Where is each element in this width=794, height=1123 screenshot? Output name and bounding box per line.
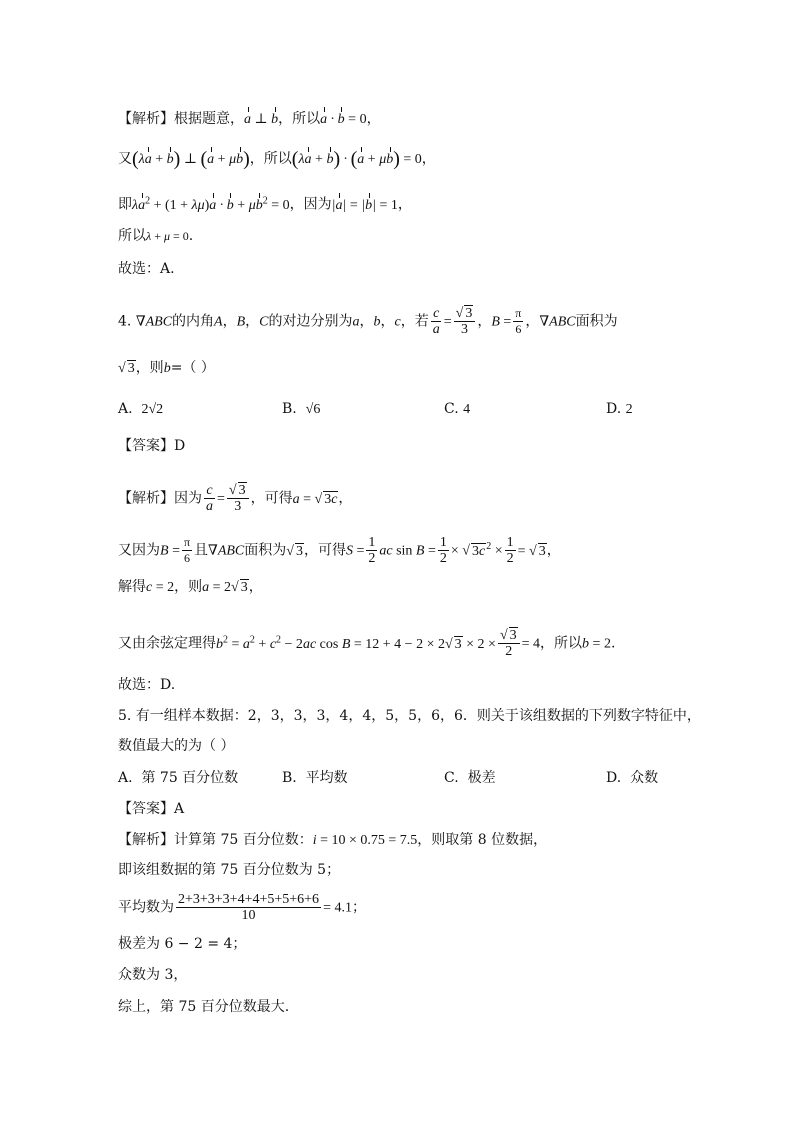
q4-final: 故选：D. — [118, 677, 176, 693]
math-root3-over-3: $\frac{√ 3}{3}$ — [454, 306, 476, 337]
q4-option-a[interactable]: A. 2√2 — [118, 401, 164, 417]
math-mean-fraction: $\frac{2+3+3+3+4+4+5+5+6+6}{10}$ — [178, 892, 320, 923]
q4-solution-line-2: 又因为B = $\frac{\pi}{6}$ 且∇ABC面积为√ 3，可得S = $\frac{1}{2}$ ac sin B = $\frac{1}{2}$ × √ $3c^2$ × $\frac{1}{2}$ = √ 3， — [118, 535, 561, 566]
q5-solution-line-3: 平均数为 $\frac{2+3+3+3+4+4+5+5+6+6}{10}$ = 4.1； — [118, 892, 366, 923]
q4-solution-line-4: 又由余弦定理得$b^2 = a^2 + c^2 - 2ac$ cos B = 12 + 4 − 2 × 2√ 3 × 2 × $\frac{√ 3}{2}$ = 4，所以b = 2. — [118, 628, 616, 659]
q5-solution-line-5: 众数为 3， — [118, 967, 188, 983]
q4-solution-line-1: 【解析】因为 $\frac{c}{a}$ = $\frac{√ 3}{3}$ ，可得a = √ 3c， — [118, 483, 353, 514]
math-c-over-a: $\frac{c}{a}$ — [432, 306, 440, 337]
math-dot-expr: (λa + b) · (a + μb) = 0 — [291, 148, 422, 170]
q3-solution-line-3: 即$\lambda a^2 + (1 + \lambda\mu)a \cdot b + \mu b^2 = 0$，因为|a| = |b| = 1， — [118, 195, 412, 213]
analysis-label: 【解析】 — [118, 111, 174, 127]
math-cosine-law: $b^2 = a^2 + c^2 - 2ac$ cos B = 12 + 4 − 2 × 2√ 3 × 2 × — [216, 633, 496, 652]
q5-option-b[interactable]: B. 平均数 — [282, 770, 348, 786]
math-expand: $\lambda a^2 + (1 + \lambda\mu)a \cdot b + \mu b^2 = 0$ — [132, 195, 290, 213]
math-perp-expr: (λa + b) ⊥ (a + μb) — [132, 148, 250, 170]
answer-label: 【答案】 — [118, 438, 174, 454]
math-index: i = 10 × 0.75 = 7.5 — [312, 833, 418, 848]
math-unit: |a| = |b| = 1 — [331, 197, 398, 213]
q4-solution-line-3: 解得c = 2，则a = 2√ 3， — [118, 579, 263, 595]
q5-stem-line-2: 数值最大的为（ ） — [118, 738, 235, 754]
q4-option-c[interactable]: C. 4 — [444, 401, 471, 417]
q3-solution-line-1: 【解析】根据题意，a ⊥ b，所以a · b = 0， — [118, 111, 381, 127]
q5-option-a[interactable]: A. 第 75 百分位数 — [118, 770, 239, 786]
q5-solution-line-6: 综上，第 75 百分位数最大. — [118, 999, 290, 1015]
q4-option-b[interactable]: B. √6 — [282, 401, 321, 417]
q5-option-c[interactable]: C. 极差 — [444, 770, 496, 786]
math-B-pi6: B = — [491, 314, 512, 330]
math-result: λ + μ = 0 — [146, 229, 189, 243]
q4-stem-line-1: 4. ∇ABC的内角A，B，C的对边分别为a，b，c，若 $\frac{c}{a}$ = $\frac{√ 3}{3}$ ，B = $\frac{\pi}{6}$ ，∇ABC面积为 — [118, 306, 618, 337]
math-area-formula: S = — [345, 543, 365, 559]
q5-solution-line-1: 【解析】计算第 75 百分位数：i = 10 × 0.75 = 7.5，则取第 8 位数据， — [118, 832, 548, 848]
q4-answer: 【答案】D — [118, 438, 186, 454]
q5-solution-line-4: 极差为 6 − 2 = 4； — [118, 936, 247, 952]
q5-option-d[interactable]: D. 众数 — [606, 770, 659, 786]
math-dot-zero: a · b = 0 — [320, 112, 367, 127]
q5-stem-line-1: 5. 有一组样本数据：2，3，3，3，4，4，5，5，6，6．则关于该组数据的下列数字特征中， — [118, 708, 701, 724]
q3-solution-line-2: 又(λa + b) ⊥ (a + μb)，所以(λa + b) · (a + μb) = 0， — [118, 148, 436, 170]
q5-solution-line-2: 即该组数据的第 75 百分位数为 5； — [118, 862, 341, 878]
math-perp: a ⊥ b — [244, 112, 279, 127]
q5-answer: 【答案】A — [118, 801, 185, 817]
q3-final: 故选：A. — [118, 261, 175, 277]
math-a-root3c: a = √ 3c — [292, 491, 338, 507]
q4-option-d[interactable]: D. 2 — [606, 401, 633, 417]
q4-stem-line-2: √ 3，则b=（ ） — [118, 360, 215, 376]
q3-solution-line-4: 所以λ + μ = 0. — [118, 228, 194, 244]
math-root3: √ 3 — [118, 361, 135, 376]
